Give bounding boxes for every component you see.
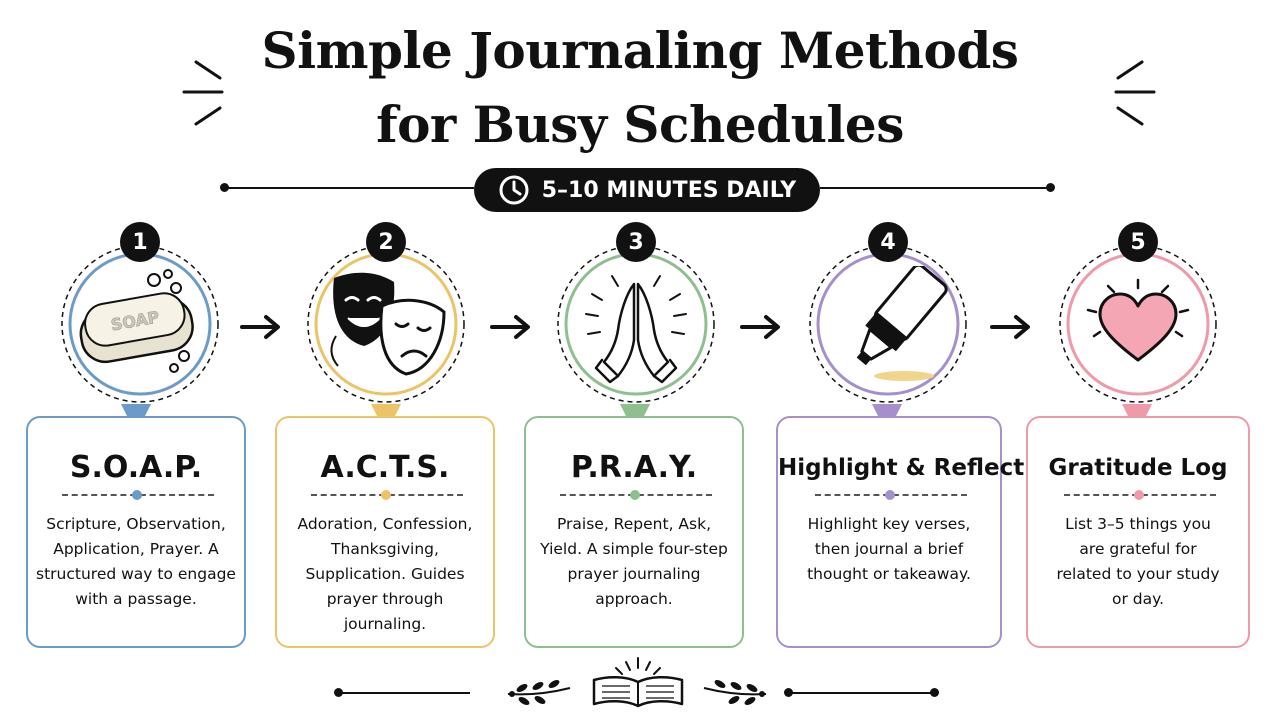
soap-bar-label: SOAP — [109, 307, 161, 335]
subtitle-rule-left — [226, 187, 474, 189]
step-1-number-badge: 1 — [120, 222, 160, 262]
burst-left-icon — [178, 58, 234, 134]
burst-right-icon — [1104, 58, 1160, 134]
method-title: S.O.A.P. — [69, 450, 203, 485]
footer-dot-mid-right — [784, 688, 793, 697]
leaf-sprig-icon — [504, 674, 574, 710]
clock-icon — [498, 174, 530, 206]
method-card-pray — [524, 416, 744, 648]
step-3-number-badge: 3 — [616, 222, 656, 262]
separator-dot — [885, 490, 895, 500]
method-card-gratitude-log — [1026, 416, 1250, 648]
footer-rule-right — [790, 692, 932, 694]
step-5-number-badge: 5 — [1118, 222, 1158, 262]
separator-dot — [1134, 490, 1144, 500]
method-title: Gratitude Log — [1048, 455, 1228, 481]
method-title: Highlight & Reflect — [778, 455, 1025, 481]
footer-rule-left — [340, 692, 470, 694]
page-title-line-2: for Busy Schedules — [376, 95, 904, 154]
method-description: Highlight key verses, then journal a brief thought or takeaway. — [807, 515, 971, 583]
method-description: Praise, Repent, Ask, Yield. A simple four-step prayer journaling approach. — [540, 515, 728, 608]
theater-masks-icon — [320, 266, 452, 382]
footer-dot-right — [930, 688, 939, 697]
subtitle-rule-right — [820, 187, 1050, 189]
highlighter-icon — [832, 266, 948, 390]
heart-icon — [1084, 276, 1192, 372]
soap-icon — [72, 262, 208, 382]
arrow-right-icon — [990, 314, 1034, 340]
method-card-soap — [26, 416, 246, 648]
duration-pill — [474, 168, 820, 212]
step-2-number-badge: 2 — [366, 222, 406, 262]
method-title: A.C.T.S. — [320, 450, 450, 485]
method-card-highlight-reflect — [776, 416, 1025, 648]
praying-hands-icon — [582, 270, 690, 390]
method-description: Adoration, Confession, Thanksgiving, Supplication. Guides prayer through journaling. — [297, 515, 473, 633]
arrow-right-icon — [240, 314, 284, 340]
method-description: Scripture, Observation, Application, Prayer. A structured way to engage with a passage. — [36, 515, 236, 608]
arrow-right-icon — [490, 314, 534, 340]
step-4-number-badge: 4 — [868, 222, 908, 262]
separator-dot — [132, 490, 142, 500]
rule-dot-right — [1046, 183, 1055, 192]
method-title: P.R.A.Y. — [570, 450, 698, 485]
leaf-sprig-icon — [700, 674, 770, 710]
duration-label: 5–10 MINUTES DAILY — [541, 177, 797, 203]
method-card-acts — [275, 416, 495, 648]
method-description: List 3–5 things you are grateful for related to your study or day. — [1056, 515, 1220, 608]
page-title-line-1: Simple Journaling Methods — [261, 21, 1019, 80]
open-book-icon — [586, 656, 690, 712]
arrow-right-icon — [740, 314, 784, 340]
separator-dot — [630, 490, 640, 500]
separator-dot — [381, 490, 391, 500]
